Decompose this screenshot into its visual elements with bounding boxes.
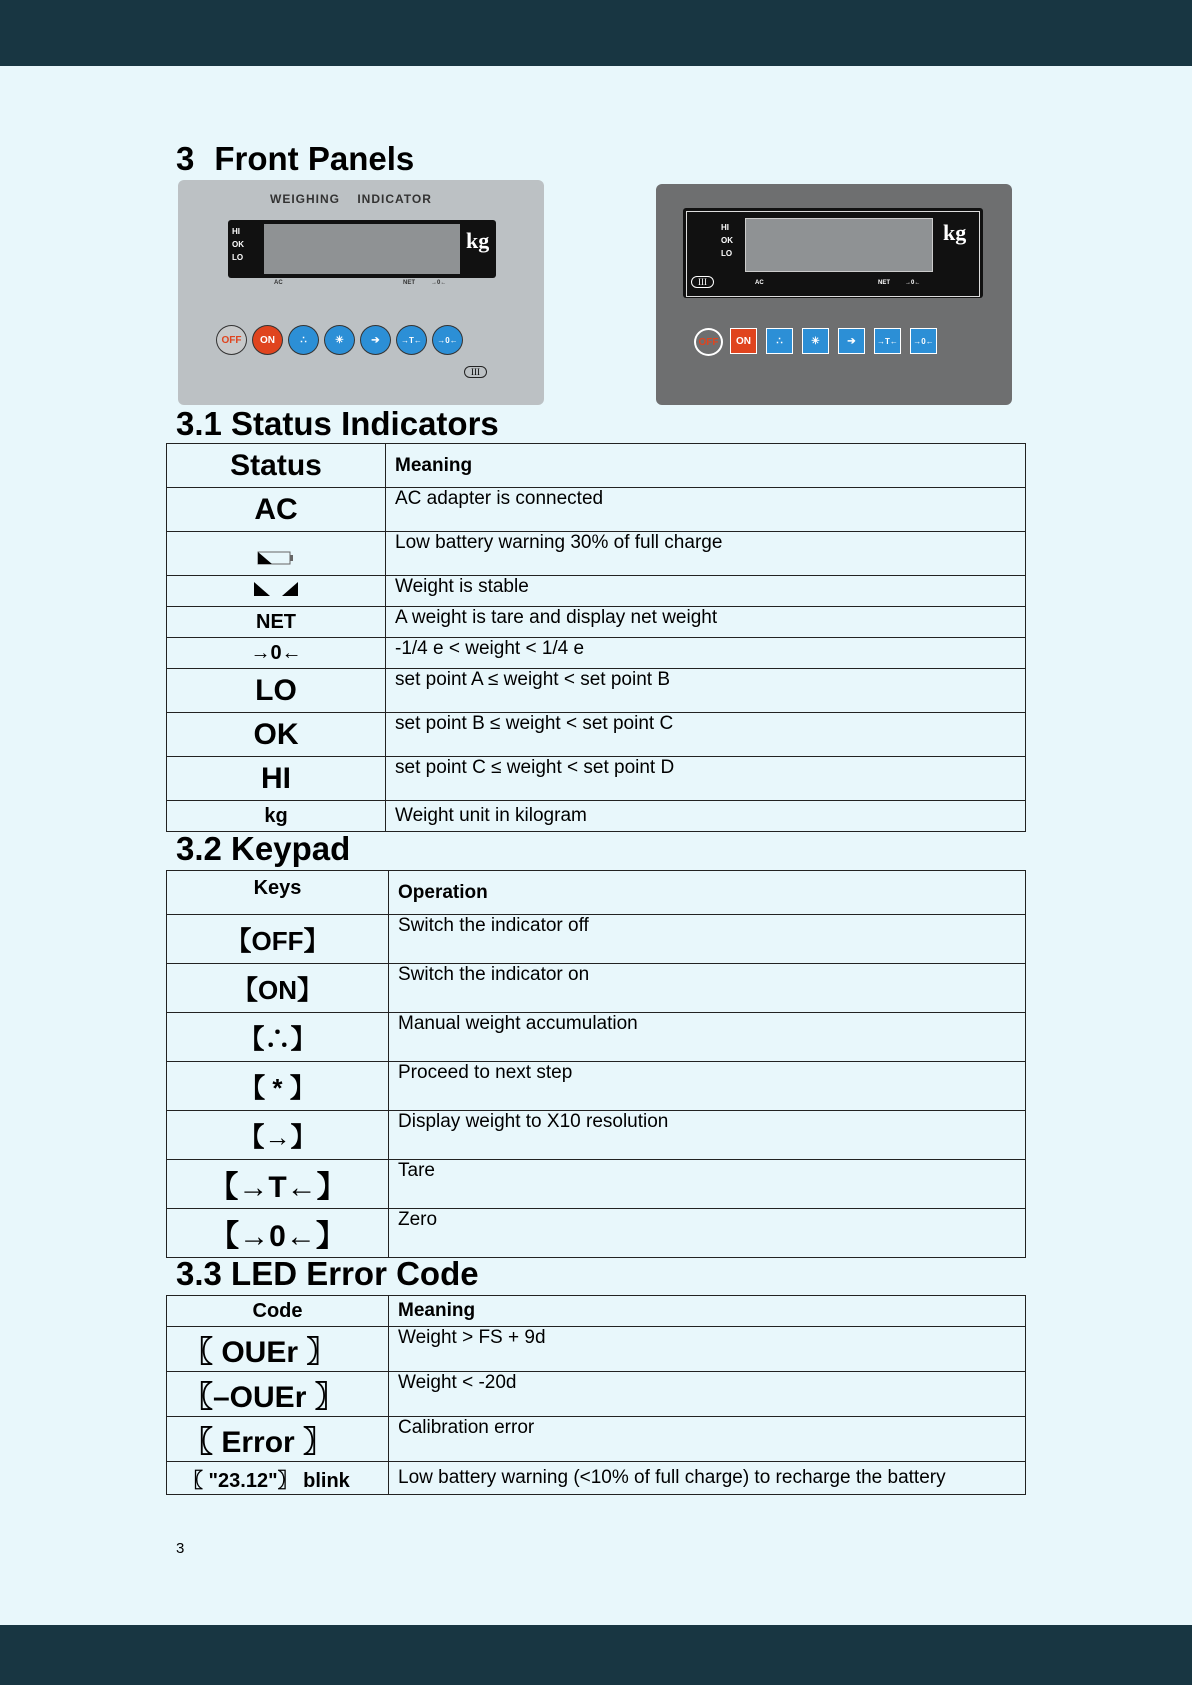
front-panel-image-a: [178, 180, 544, 405]
tare-key: →T←: [874, 328, 901, 354]
key-cell: 【→】: [167, 1111, 389, 1160]
table-row: [167, 1062, 1026, 1111]
unit-kg: kg: [466, 228, 490, 253]
status-cell: LO: [167, 669, 386, 713]
display-frame: [683, 208, 983, 298]
key-cell: 【→T←】: [167, 1160, 389, 1209]
meaning-header: Meaning: [386, 444, 1026, 488]
status-header: Status: [167, 444, 386, 488]
table-row: [167, 1372, 1026, 1417]
display-frame: [228, 220, 496, 278]
meaning-cell: Weight > FS + 9d: [389, 1327, 1026, 1372]
table-header-row: [167, 444, 1026, 488]
annunciator-net: NET: [878, 280, 890, 286]
unit-kg: kg: [943, 220, 967, 245]
table-row: [167, 713, 1026, 757]
meaning-cell: Weight is stable: [386, 576, 1026, 607]
error-code-table: [166, 1295, 1026, 1495]
operation-cell: Display weight to X10 resolution: [389, 1111, 1026, 1160]
code-cell: 〖 Error 〗: [167, 1417, 389, 1462]
off-key: OFF: [694, 328, 723, 356]
table-row: [167, 1160, 1026, 1209]
annunciator-ac: AC: [274, 280, 283, 286]
table-row: [167, 1013, 1026, 1062]
status-cell: NET: [167, 607, 386, 638]
indicator-hi: HI: [232, 227, 240, 236]
key-cell: 【∴】: [167, 1013, 389, 1062]
status-cell: [167, 576, 386, 607]
keypad-section-title: 3.2 Keypad: [176, 830, 351, 867]
status-table: [166, 443, 1026, 832]
tare-key: →T←: [396, 325, 427, 355]
key-cell: 【OFF】: [167, 915, 389, 964]
table-row: [167, 607, 1026, 638]
code-header: Code: [167, 1296, 389, 1327]
status-cell: kg: [167, 801, 386, 832]
meaning-cell: set point B ≤ weight < set point C: [386, 713, 1026, 757]
keys-header: Keys: [167, 871, 389, 915]
table-row: [167, 1462, 1026, 1495]
operation-cell: Switch the indicator off: [389, 915, 1026, 964]
table-row: [167, 1327, 1026, 1372]
key-cell: 【 * 】: [167, 1062, 389, 1111]
accumulate-key: ∴: [766, 328, 793, 354]
header-band: [0, 0, 1192, 66]
zero-key: →0←: [432, 325, 463, 355]
table-row: [167, 1417, 1026, 1462]
code-cell: 〖–OUEr 〗: [167, 1372, 389, 1417]
low-battery-icon: [256, 550, 296, 566]
keypad-table: [166, 870, 1026, 1258]
status-cell: →0←: [167, 638, 386, 669]
lcd-screen: [745, 218, 933, 272]
annunciator-zero: →0←: [905, 280, 921, 286]
meaning-header: Meaning: [389, 1296, 1026, 1327]
zero-key: →0←: [910, 328, 937, 354]
table-row: [167, 1111, 1026, 1160]
class-mark: III: [691, 276, 714, 288]
page-number: 3: [176, 1540, 185, 1557]
key-cell: 【ON】: [167, 964, 389, 1013]
operation-cell: Switch the indicator on: [389, 964, 1026, 1013]
table-header-row: [167, 871, 1026, 915]
step-key: ✳: [324, 325, 355, 355]
indicator-lo: LO: [232, 253, 244, 262]
table-row: [167, 669, 1026, 713]
status-cell: HI: [167, 757, 386, 801]
meaning-cell: set point A ≤ weight < set point B: [386, 669, 1026, 713]
operation-cell: Manual weight accumulation: [389, 1013, 1026, 1062]
table-row: [167, 488, 1026, 532]
table-row: [167, 915, 1026, 964]
meaning-cell: Low battery warning 30% of full charge: [386, 532, 1026, 576]
indicator-lo: LO: [721, 249, 733, 258]
table-row: [167, 638, 1026, 669]
meaning-cell: Calibration error: [389, 1417, 1026, 1462]
table-row: [167, 532, 1026, 576]
operation-cell: Tare: [389, 1160, 1026, 1209]
status-cell: OK: [167, 713, 386, 757]
table-row: [167, 964, 1026, 1013]
error-section-title: 3.3 LED Error Code: [176, 1255, 479, 1292]
indicator-ok: OK: [721, 236, 733, 245]
section-heading: 3 Front Panels: [176, 140, 415, 177]
annunciator-zero: →0←: [431, 280, 447, 286]
accumulate-key: ∴: [288, 325, 319, 355]
status-section-title: 3.1 Status Indicators: [176, 405, 499, 442]
operation-cell: Zero: [389, 1209, 1026, 1258]
meaning-cell: Low battery warning (<10% of full charge) to recharge the battery: [389, 1462, 1026, 1495]
on-key: ON: [252, 325, 283, 355]
code-cell: 〖 "23.12"〗 blink: [167, 1462, 389, 1495]
on-key: ON: [730, 328, 757, 354]
stable-weight-icon: [252, 580, 300, 598]
meaning-cell: Weight < -20d: [389, 1372, 1026, 1417]
resolution-key: ➔: [360, 325, 391, 355]
panel-title: WEIGHING INDICATOR: [270, 192, 432, 206]
code-cell: 〖 OUEr 〗: [167, 1327, 389, 1372]
meaning-cell: -1/4 e < weight < 1/4 e: [386, 638, 1026, 669]
indicator-hi: HI: [721, 223, 729, 232]
step-key: ✳: [802, 328, 829, 354]
meaning-cell: AC adapter is connected: [386, 488, 1026, 532]
table-row: [167, 576, 1026, 607]
key-cell: 【→0←】: [167, 1209, 389, 1258]
class-mark: III: [464, 366, 487, 378]
table-row: [167, 1209, 1026, 1258]
meaning-cell: set point C ≤ weight < set point D: [386, 757, 1026, 801]
table-row: [167, 801, 1026, 832]
status-cell: AC: [167, 488, 386, 532]
status-cell: [167, 532, 386, 576]
operation-cell: Proceed to next step: [389, 1062, 1026, 1111]
resolution-key: ➔: [838, 328, 865, 354]
table-header-row: [167, 1296, 1026, 1327]
indicator-ok: OK: [232, 240, 244, 249]
annunciator-ac: AC: [755, 280, 764, 286]
operation-header: Operation: [389, 871, 1026, 915]
table-row: [167, 757, 1026, 801]
lcd-screen: [264, 224, 460, 274]
front-panel-image-b: [656, 184, 1012, 405]
annunciator-net: NET: [403, 280, 415, 286]
off-key: OFF: [216, 325, 247, 355]
meaning-cell: Weight unit in kilogram: [386, 801, 1026, 832]
meaning-cell: A weight is tare and display net weight: [386, 607, 1026, 638]
footer-band: [0, 1625, 1192, 1685]
